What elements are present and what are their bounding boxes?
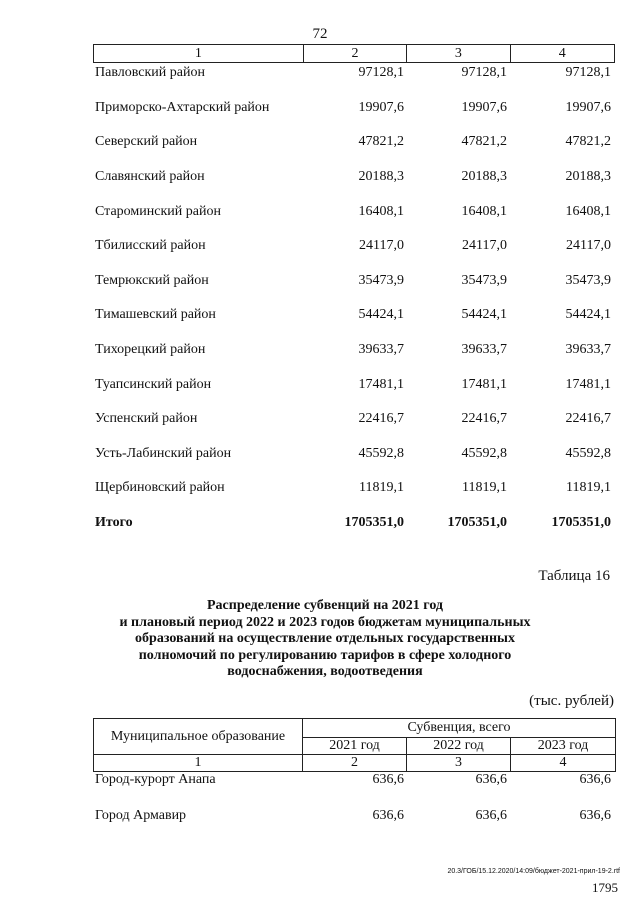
header-col-4: 4 xyxy=(511,45,615,62)
value-2022: 22416,7 xyxy=(461,411,507,427)
value-2023: 54424,1 xyxy=(565,307,611,323)
table-label: Таблица 16 xyxy=(538,568,610,584)
municipality-name: Приморско-Ахтарский район xyxy=(95,99,270,115)
table-row xyxy=(93,194,615,229)
table-row xyxy=(93,91,615,126)
total-label: Итого xyxy=(95,515,133,531)
value-2023: 22416,7 xyxy=(565,411,611,427)
value-2022: 45592,8 xyxy=(461,445,507,461)
value-2023: 636,6 xyxy=(579,808,611,823)
value-2021: 45592,8 xyxy=(358,445,404,461)
table-row xyxy=(93,437,615,472)
value-2023: 35473,9 xyxy=(565,272,611,288)
total-2023: 1705351,0 xyxy=(551,515,611,531)
municipality-name: Успенский район xyxy=(95,411,198,427)
value-2023: 39633,7 xyxy=(565,342,611,358)
value-2021: 19907,6 xyxy=(358,99,404,115)
col-number-1: 1 xyxy=(94,755,303,772)
col-year-2021: 2021 год xyxy=(303,738,407,755)
value-2021: 20188,3 xyxy=(358,169,404,185)
municipality-name: Тбилисский район xyxy=(95,238,206,254)
value-2023: 45592,8 xyxy=(565,445,611,461)
title-line: полномочий по регулированию тарифов в сфере холодного xyxy=(138,647,512,663)
table-row xyxy=(93,333,615,368)
col-year-2023: 2023 год xyxy=(511,738,616,755)
value-2022: 24117,0 xyxy=(462,238,507,254)
value-2023: 11819,1 xyxy=(566,480,611,496)
table-row xyxy=(93,808,616,844)
value-2022: 636,6 xyxy=(475,772,507,787)
value-2023: 20188,3 xyxy=(565,169,611,185)
value-2022: 35473,9 xyxy=(461,272,507,288)
municipality-name: Город-курорт Анапа xyxy=(95,772,216,787)
value-2021: 97128,1 xyxy=(358,65,404,81)
value-2023: 16408,1 xyxy=(565,203,611,219)
col-subvention-header: Субвенция, всего xyxy=(303,719,616,738)
subvention-table-continued xyxy=(93,44,615,540)
header-col-1: 1 xyxy=(94,45,304,62)
value-2022: 47821,2 xyxy=(461,134,507,150)
municipality-name: Щербиновский район xyxy=(95,480,225,496)
col-municipality-header: Муниципальное образование xyxy=(94,719,303,755)
value-2021: 24117,0 xyxy=(359,238,404,254)
value-2022: 17481,1 xyxy=(461,376,507,392)
value-2023: 636,6 xyxy=(579,772,611,787)
col-number-2: 2 xyxy=(303,755,407,772)
table-row xyxy=(93,367,615,402)
value-2021: 54424,1 xyxy=(358,307,404,323)
value-2022: 11819,1 xyxy=(462,480,507,496)
value-2022: 636,6 xyxy=(475,808,507,823)
tariff-subvention-table-header xyxy=(93,718,616,772)
table-row xyxy=(93,264,615,299)
total-2022: 1705351,0 xyxy=(447,515,507,531)
value-2021: 16408,1 xyxy=(358,203,404,219)
table-row xyxy=(93,229,615,264)
value-2022: 16408,1 xyxy=(461,203,507,219)
page-number: 72 xyxy=(312,26,328,42)
municipality-name: Северский район xyxy=(95,134,198,150)
table-row xyxy=(93,402,615,437)
municipality-name: Славянский район xyxy=(95,169,205,185)
title-line: и плановый период 2022 и 2023 годов бюджетам муниципальных xyxy=(119,614,531,630)
table-row xyxy=(93,471,615,506)
municipality-name: Староминский район xyxy=(95,203,221,219)
table-header-numbers xyxy=(93,44,615,63)
value-2023: 47821,2 xyxy=(565,134,611,150)
col-year-2022: 2022 год xyxy=(407,738,511,755)
value-2021: 39633,7 xyxy=(358,342,404,358)
value-2022: 39633,7 xyxy=(461,342,507,358)
municipality-name: Темрюкский район xyxy=(95,272,209,288)
title-line: образований на осуществление отдельных государственных xyxy=(135,631,515,646)
tariff-table-body xyxy=(93,772,616,844)
value-2023: 97128,1 xyxy=(565,65,611,81)
municipality-name: Тимашевский район xyxy=(95,307,216,323)
table-title xyxy=(100,598,550,681)
col-number-3: 3 xyxy=(407,755,511,772)
value-2021: 636,6 xyxy=(372,808,404,823)
table-row xyxy=(93,160,615,195)
value-2023: 24117,0 xyxy=(566,238,611,254)
value-2022: 54424,1 xyxy=(461,307,507,323)
title-line: водоснабжения, водоотведения xyxy=(227,664,423,679)
value-2021: 636,6 xyxy=(372,772,404,787)
units-note: (тыс. рублей) xyxy=(529,693,614,709)
value-2022: 19907,6 xyxy=(461,99,507,115)
value-2023: 19907,6 xyxy=(565,99,611,115)
document-code: 20.3/ГОБ/15.12.2020/14:09/бюджет-2021-прил-19-2.rtf xyxy=(447,868,620,875)
header-col-3: 3 xyxy=(407,45,510,62)
total-2021: 1705351,0 xyxy=(344,515,404,531)
sheet-number: 1795 xyxy=(592,880,618,895)
municipality-name: Туапсинский район xyxy=(95,376,212,392)
title-line: Распределение субвенций на 2021 год xyxy=(207,598,443,613)
municipality-name: Тихорецкий район xyxy=(95,342,206,358)
value-2021: 11819,1 xyxy=(359,480,404,496)
table-body xyxy=(93,56,615,506)
value-2021: 47821,2 xyxy=(358,134,404,150)
header-col-2: 2 xyxy=(304,45,407,62)
value-2023: 17481,1 xyxy=(565,376,611,392)
municipality-name: Город Армавир xyxy=(95,808,187,823)
table-row xyxy=(93,772,616,808)
total-row xyxy=(93,506,615,541)
table-row xyxy=(93,125,615,160)
value-2021: 17481,1 xyxy=(358,376,404,392)
value-2022: 97128,1 xyxy=(461,65,507,81)
municipality-name: Павловский район xyxy=(95,65,205,81)
table-row xyxy=(93,298,615,333)
value-2022: 20188,3 xyxy=(461,169,507,185)
municipality-name: Усть-Лабинский район xyxy=(95,445,232,461)
value-2021: 35473,9 xyxy=(358,272,404,288)
value-2021: 22416,7 xyxy=(358,411,404,427)
col-number-4: 4 xyxy=(511,755,616,772)
